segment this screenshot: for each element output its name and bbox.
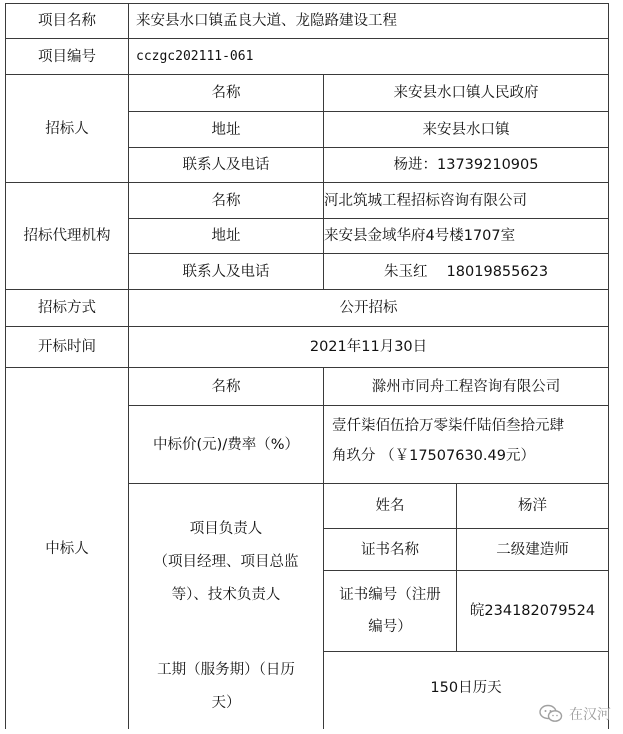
agency-contact-value: 朱玉红 18019855623 [383,263,549,280]
project-name-value: 来安县水口镇孟良大道、龙隐路建设工程 [136,13,397,29]
winner-name-value: 滁州市同舟工程咨询有限公司 [371,378,561,395]
project-manager-label [130,513,322,612]
person-name-label: 姓名 [375,498,405,514]
construction-period-label [130,654,322,720]
tender-method-value: 公开招标 [339,300,398,316]
agency-address-label: 地址 [211,228,241,244]
winner-price-value [332,411,606,471]
project-code-value: cczgc202111-061 [136,48,254,64]
agency-name-label: 名称 [211,192,241,209]
tenderer-address-value: 来安县水口镇 [422,121,510,138]
person-name-value: 杨洋 [518,498,547,514]
construction-period-line-2: 天） [211,695,241,711]
winner-name-label: 名称 [211,378,241,395]
winner-price-line-1: 壹仟柒佰伍拾万零柒仟陆佰叁拾元肆 [332,418,564,434]
construction-period-value: 150日历天 [430,680,502,696]
project-code-label: 项目编号 [38,48,96,65]
cert-name-label: 证书名称 [361,541,419,558]
opening-time-label: 开标时间 [38,339,96,355]
opening-time-value: 2021年11月30日 [309,339,428,355]
project-manager-line-3: 等）、技术负责人 [171,587,281,603]
tenderer-contact-label: 联系人及电话 [182,157,270,173]
tenderer-address-label: 地址 [211,121,241,138]
cert-no-label [324,571,456,651]
project-manager-line-1: 项目负责人 [189,521,263,537]
winner-price-label: 中标价(元)/费率（%） [153,436,299,453]
wechat-icon [539,704,563,724]
agency-contact-label: 联系人及电话 [182,263,270,280]
cert-no-label-line-2: 编号） [368,619,412,635]
winner-label: 中标人 [45,540,89,557]
project-manager-line-2: （项目经理、项目总监 [153,554,299,570]
cert-no-label-line-1: 证书编号（注册 [339,587,441,603]
winner-price-line-2: 角玖分 （￥17507630.49元） [332,448,535,464]
watermark-text: 在汉河 [569,707,611,723]
tenderer-name-value: 来安县水口镇人民政府 [393,85,539,101]
construction-period-line-1: 工期（服务期）（日历 [157,662,295,678]
cert-name-value: 二级建造师 [496,541,569,558]
tenderer-contact-value: 杨进：13739210905 [393,157,539,173]
tender-method-label: 招标方式 [38,300,96,316]
cert-no-value: 皖234182079524 [469,603,596,619]
tenderer-label: 招标人 [45,120,89,137]
project-name-label: 项目名称 [38,13,96,29]
agency-address-value: 来安县金域华府4号楼1707室 [324,228,516,244]
tenderer-name-label: 名称 [211,85,241,101]
agency-name-value: 河北筑城工程招标咨询有限公司 [324,192,527,209]
agency-label: 招标代理机构 [23,228,111,244]
watermark [539,704,611,724]
